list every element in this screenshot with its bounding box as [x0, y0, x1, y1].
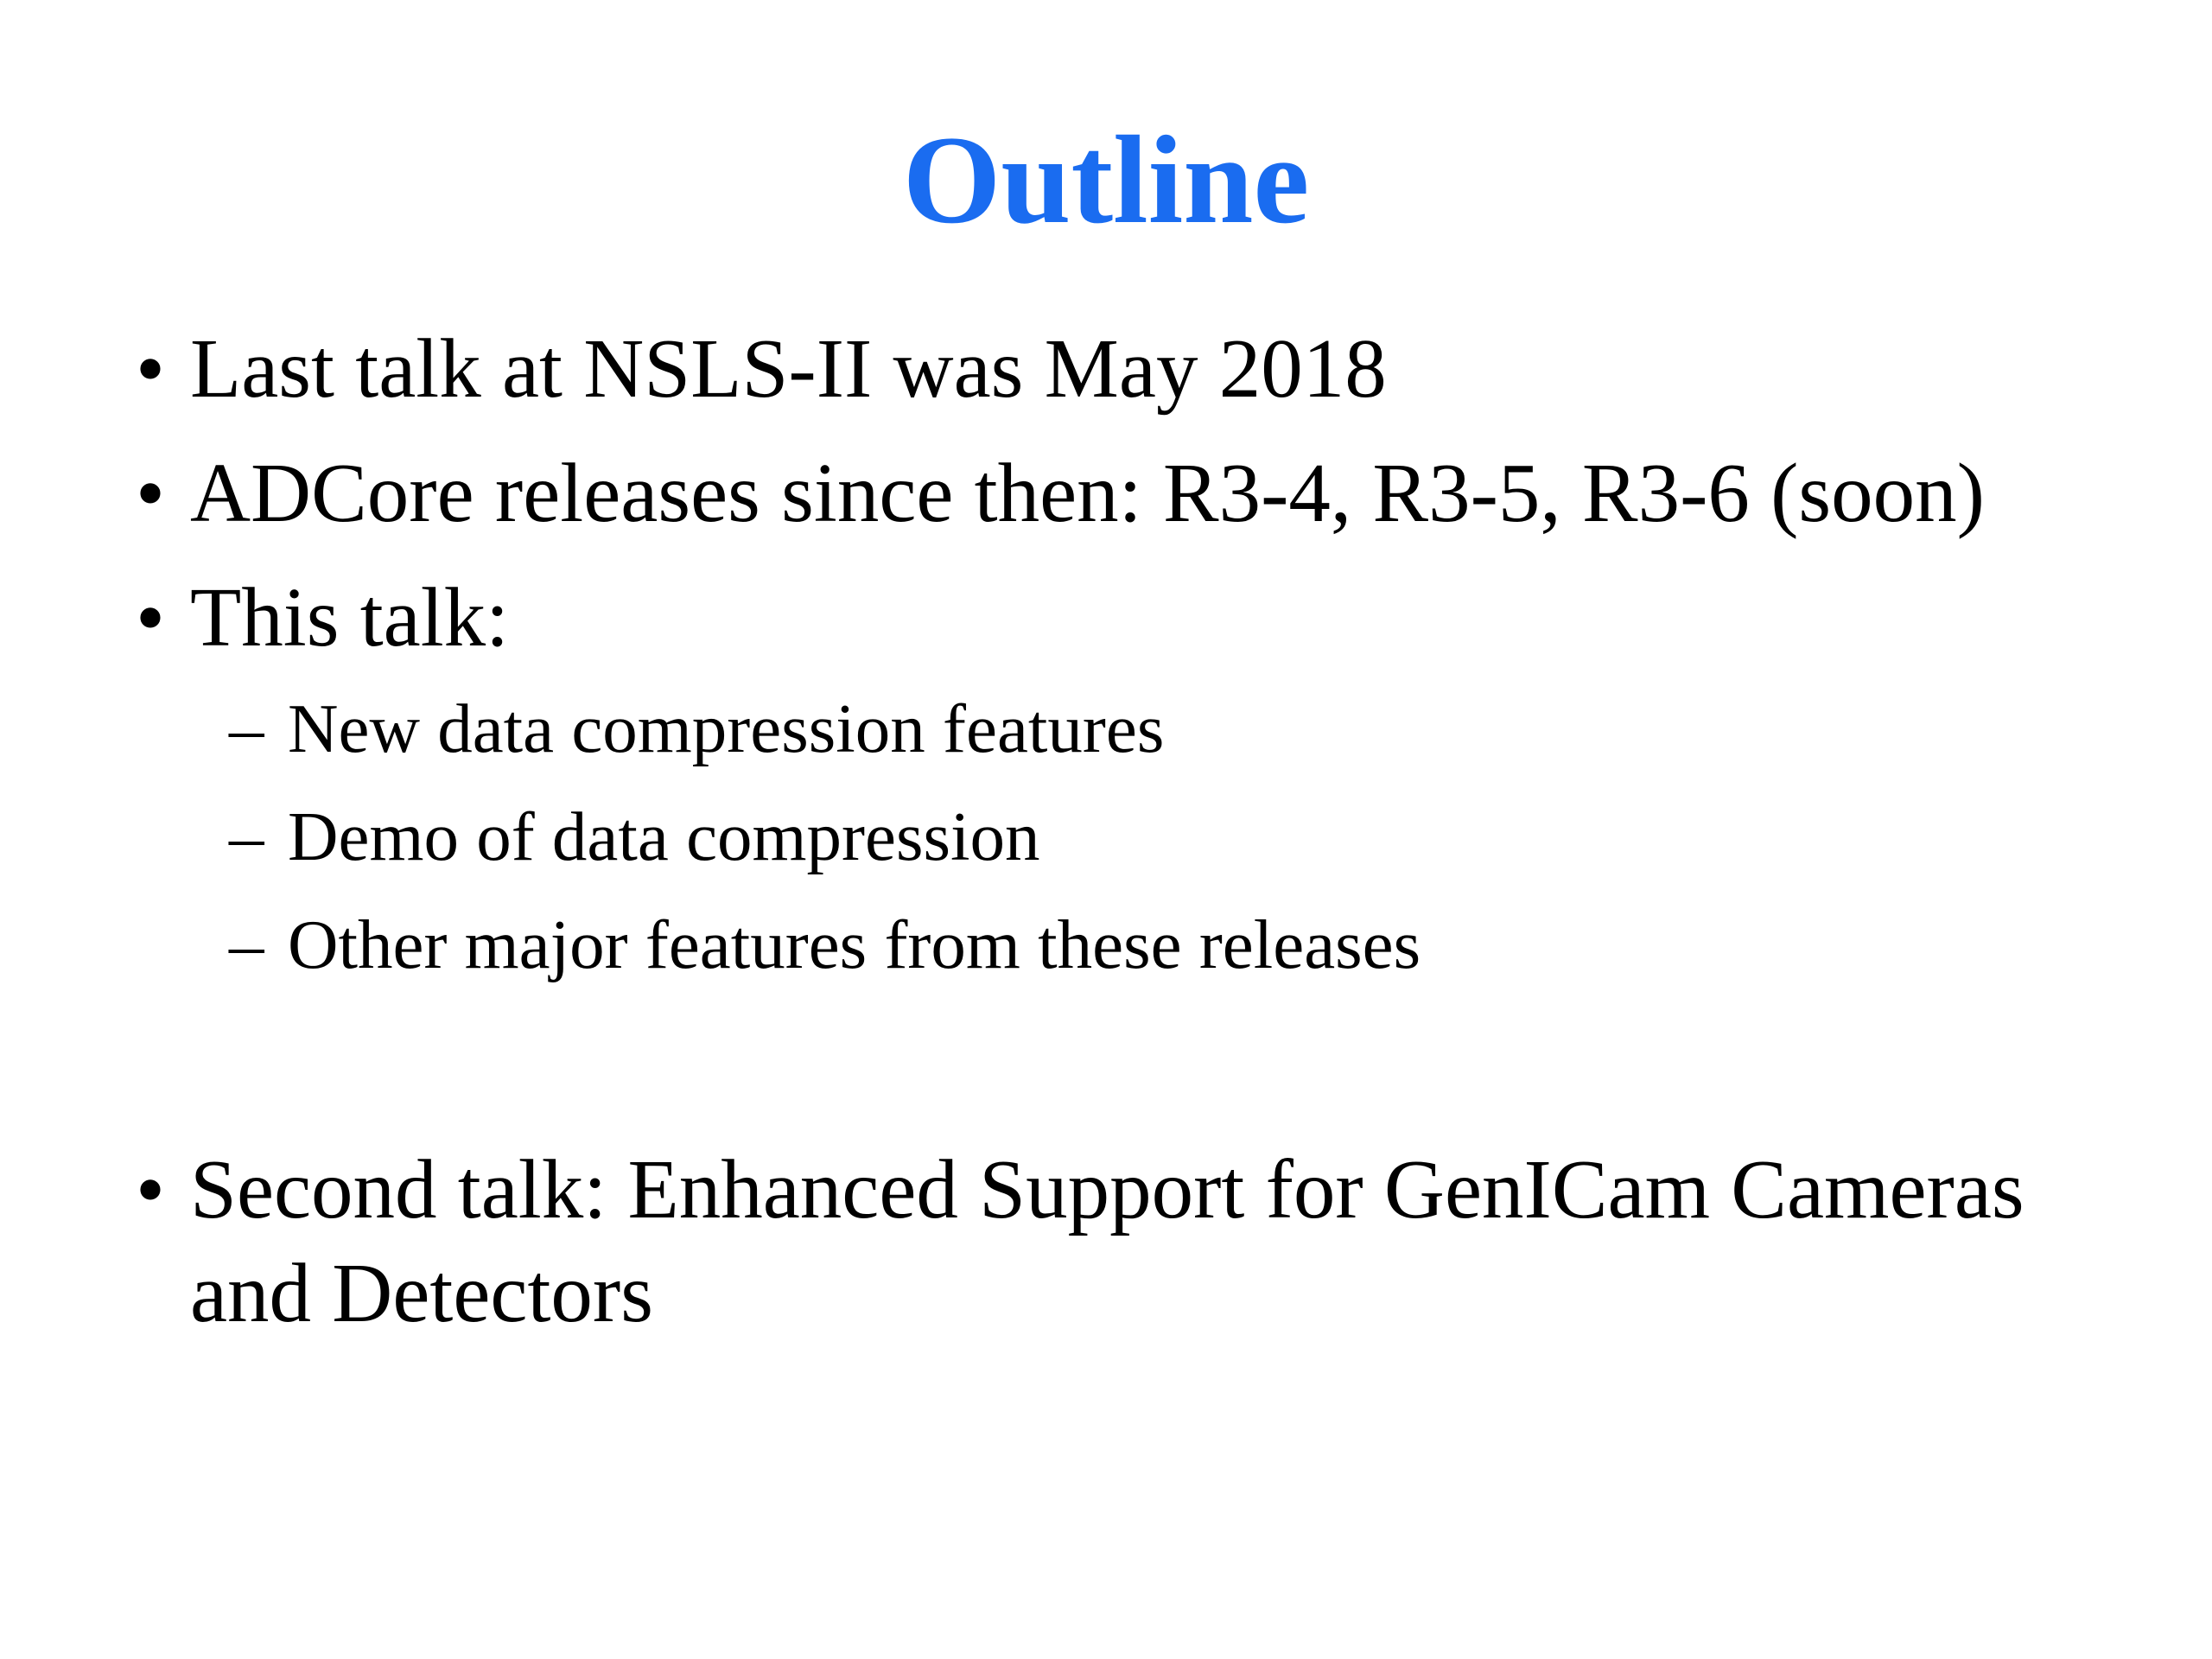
- bullet-mark: •: [136, 1143, 165, 1236]
- sub-bullet-mark: –: [229, 798, 264, 875]
- sub-bullet-text: New data compression features: [288, 690, 1165, 767]
- sub-bullet-text: Other major features from these releases: [288, 906, 1421, 983]
- bullet-mark: •: [136, 322, 165, 415]
- sub-bullet-text: Demo of data compression: [288, 798, 1040, 875]
- bullet-mark: •: [136, 571, 165, 664]
- slide-title: Outline: [902, 110, 1310, 250]
- sub-bullet-mark: –: [229, 690, 264, 767]
- bullet-text: This talk:: [190, 571, 510, 664]
- bullet-mark: •: [136, 447, 165, 539]
- bullet-text: ADCore releases since then: R3-4, R3-5, R3-6 (soon): [190, 447, 1985, 539]
- sub-bullet-mark: –: [229, 906, 264, 983]
- bullet-text-line1: Second talk: Enhanced Support for GenICam Cameras: [190, 1143, 2024, 1236]
- bullet-text: Last talk at NSLS-II was May 2018: [190, 322, 1387, 415]
- bullet-text-line2: and Detectors: [190, 1247, 653, 1339]
